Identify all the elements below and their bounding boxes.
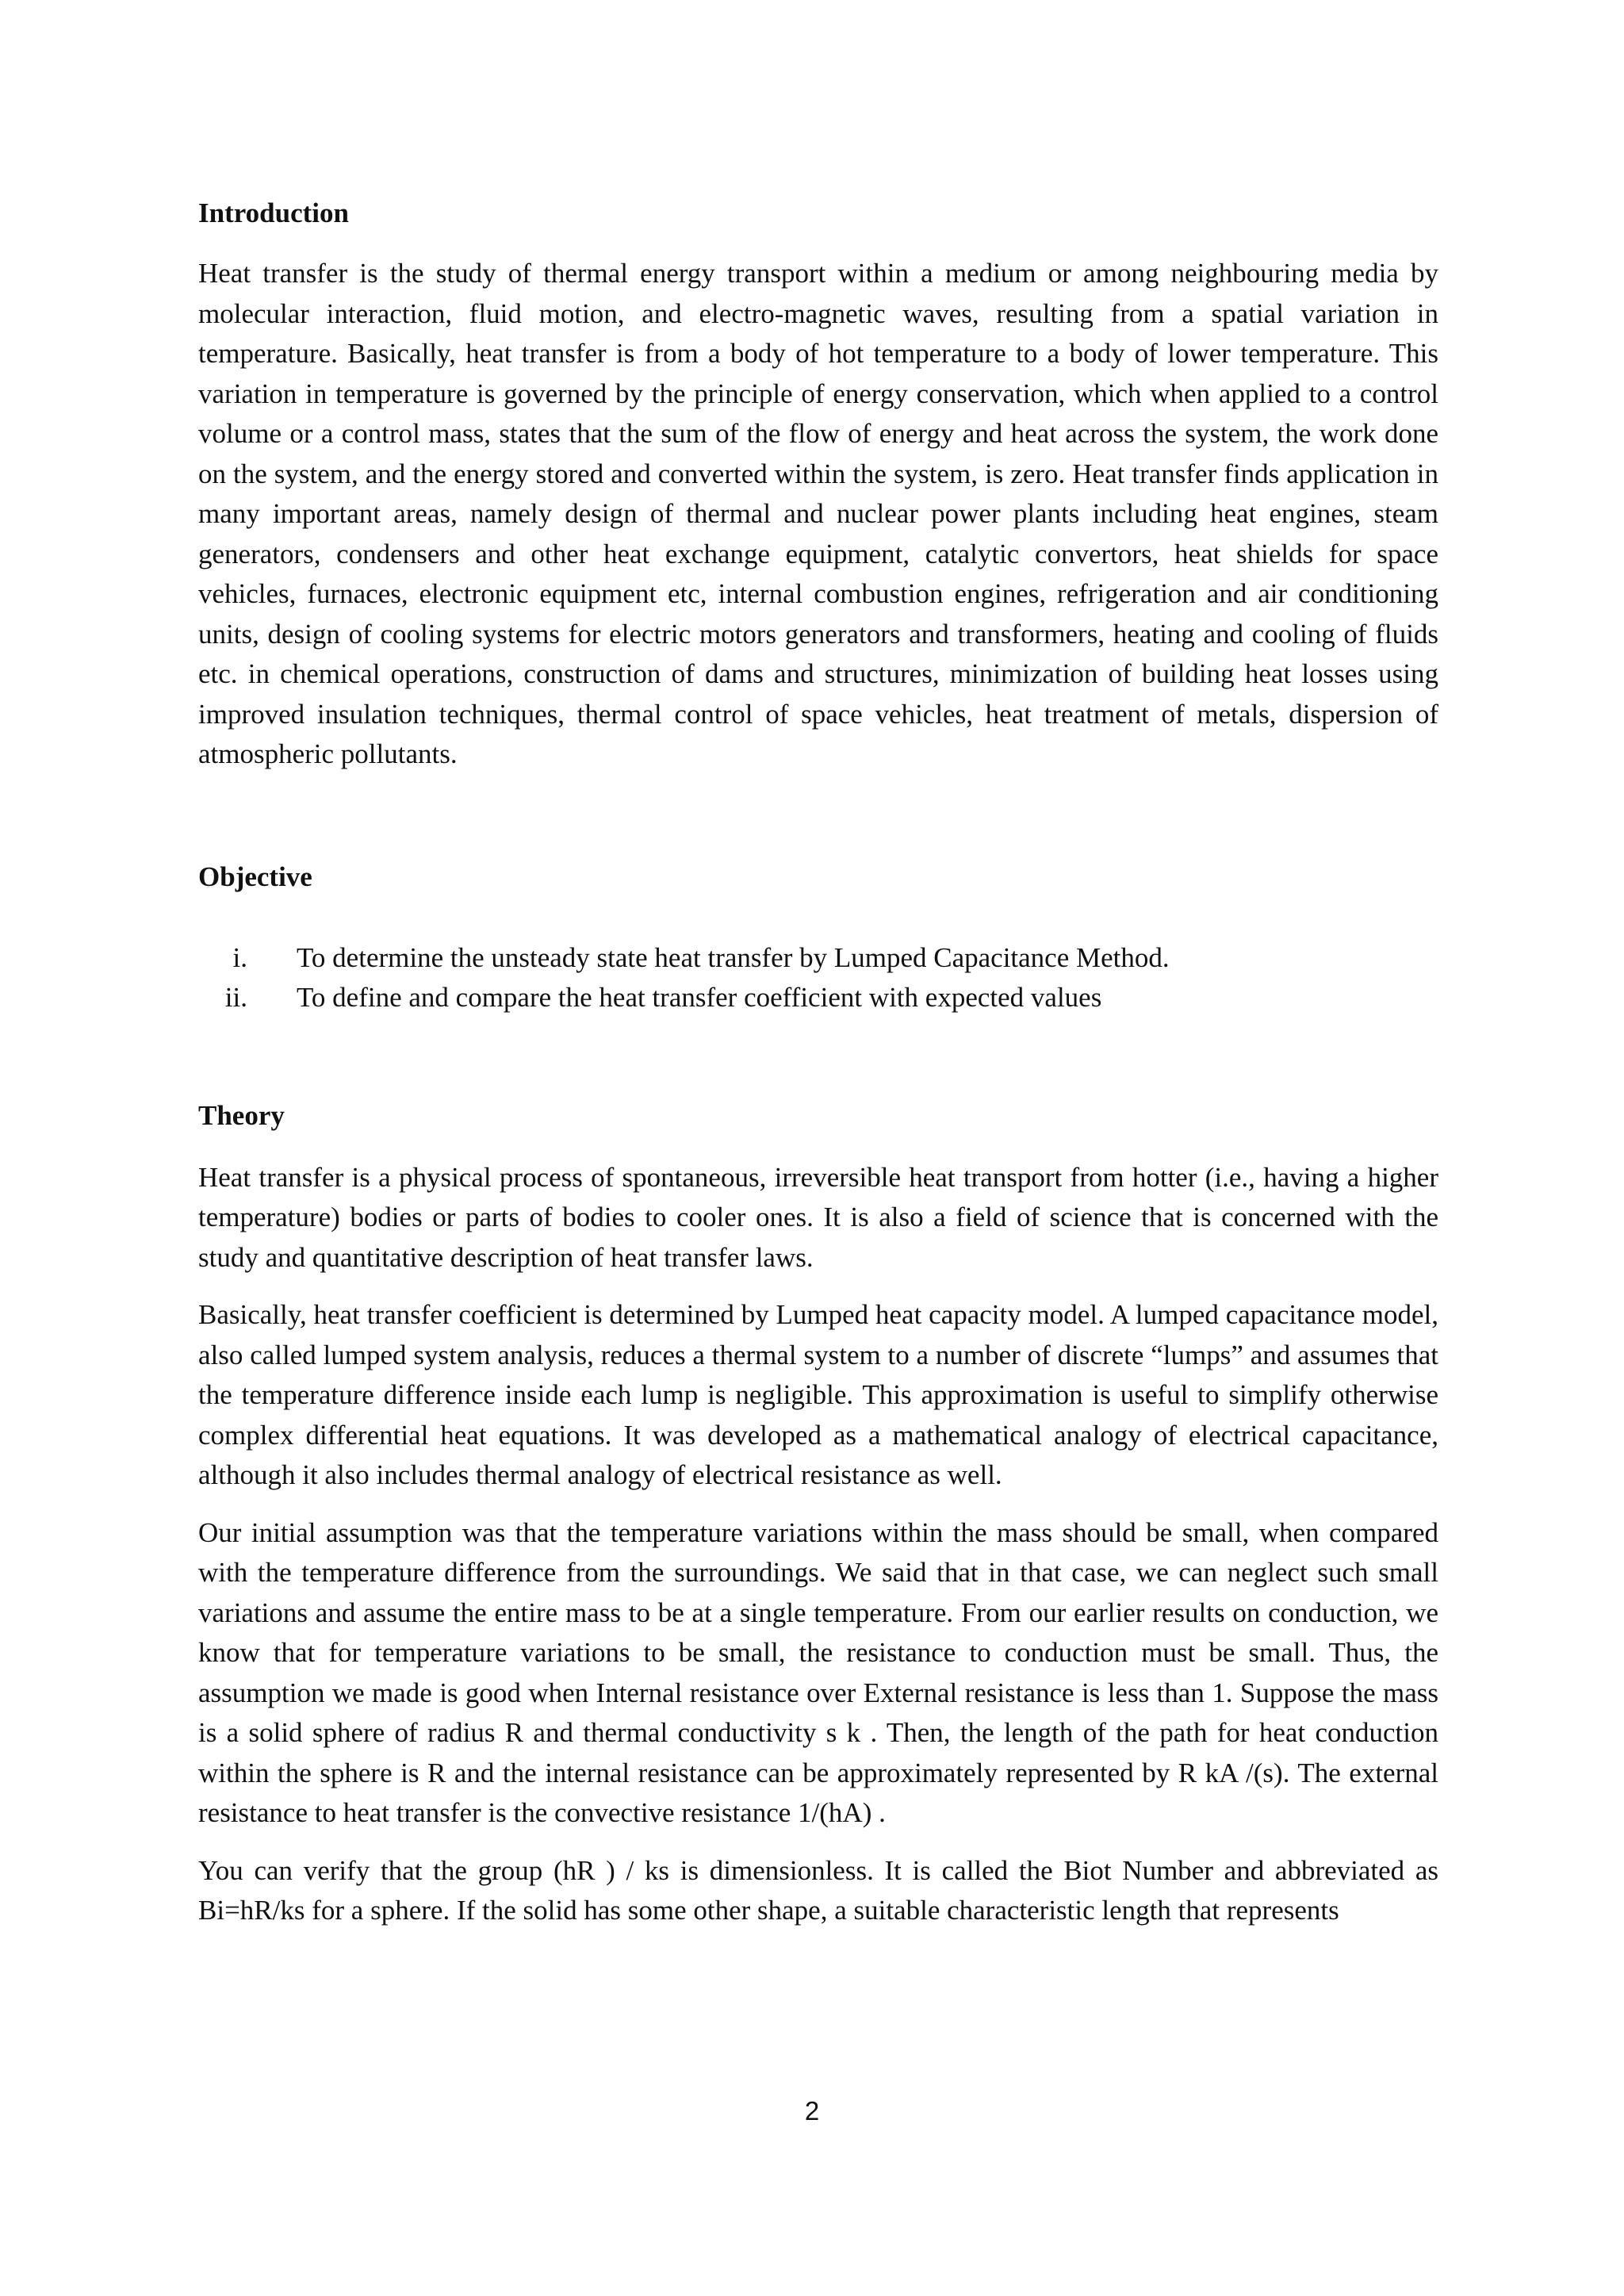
theory-section bbox=[198, 1096, 1438, 1931]
theory-paragraph: Our initial assumption was that the temperature variations within the mass should be small, when compared with the temperature difference from the surroundings. We said that in that case, we can neglect such small variations and assume the entire mass to be at a single temperature. From our earlier results on conduction, we know that for temperature variations to be small, the resistance to conduction must be small. Thus, the assumption we made is good when Internal resistance over External resistance is less than 1. Suppose the mass is a solid sphere of radius R and thermal conductivity s k . Then, the length of the path for heat conduction within the sphere is R and the internal resistance can be approximately represented by R kA /(s). The external resistance to heat transfer is the convective resistance 1/(hA) . bbox=[198, 1516, 1438, 1828]
introduction-section bbox=[198, 194, 1438, 775]
objective-section bbox=[198, 857, 1438, 1018]
objective-item-text: To determine the unsteady state heat transfer by Lumped Capacitance Method. bbox=[297, 941, 1170, 973]
introduction-heading: Introduction bbox=[198, 197, 349, 228]
objective-item-number: i. bbox=[232, 941, 247, 973]
objective-item bbox=[198, 938, 1438, 979]
theory-paragraph: Basically, heat transfer coefficient is determined by Lumped heat capacity model. A lumped capacitance model, also called lumped system analysis, reduces a thermal system to a number of discrete “lumps” and assumes that the temperature difference inside each lump is negligible. This approximation is useful to simplify otherwise complex differential heat equations. It was developed as a mathematical analogy of electrical capacitance, although it also includes thermal analogy of electrical resistance as well. bbox=[198, 1299, 1438, 1490]
objective-list bbox=[198, 938, 1438, 1018]
introduction-paragraph: Heat transfer is the study of thermal energy transport within a medium or among neighbouring media by molecular interaction, fluid motion, and electro-magnetic waves, resulting from a spatial variation in temperature. Basically, heat transfer is from a body of hot temperature to a body of lower temperature. This variation in temperature is governed by the principle of energy conservation, which when applied to a control volume or a control mass, states that the sum of the flow of energy and heat across the system, the work done on the system, and the energy stored and converted within the system, is zero. Heat transfer finds application in many important areas, namely design of thermal and nuclear power plants including heat engines, steam generators, condensers and other heat exchange equipment, catalytic convertors, heat shields for space vehicles, furnaces, electronic equipment etc, internal combustion engines, refrigeration and air conditioning units, design of cooling systems for electric motors generators and transformers, heating and cooling of fluids etc. in chemical operations, construction of dams and structures, minimization of building heat losses using improved insulation techniques, thermal control of space vehicles, heat treatment of metals, dispersion of atmospheric pollutants. bbox=[198, 258, 1438, 769]
objective-item-text: To define and compare the heat transfer coefficient with expected values bbox=[297, 982, 1102, 1013]
theory-paragraph: Heat transfer is a physical process of spontaneous, irreversible heat transport from hotter (i.e., having a higher temperature) bodies or parts of bodies to cooler ones. It is also a field of science that is concerned with the study and quantitative description of heat transfer laws. bbox=[198, 1161, 1438, 1273]
objective-heading: Objective bbox=[198, 861, 312, 892]
page-number: 2 bbox=[804, 2096, 820, 2125]
objective-item-number: ii. bbox=[224, 982, 247, 1013]
page-content bbox=[198, 194, 1438, 1949]
objective-item bbox=[198, 978, 1438, 1018]
theory-heading: Theory bbox=[198, 1099, 285, 1131]
theory-paragraph: You can verify that the group (hR ) / ks is dimensionless. It is called the Biot Number and abbreviated as Bi=hR/ks for a sphere. If the solid has some other shape, a suitable characteristic length that represents bbox=[198, 1854, 1438, 1926]
